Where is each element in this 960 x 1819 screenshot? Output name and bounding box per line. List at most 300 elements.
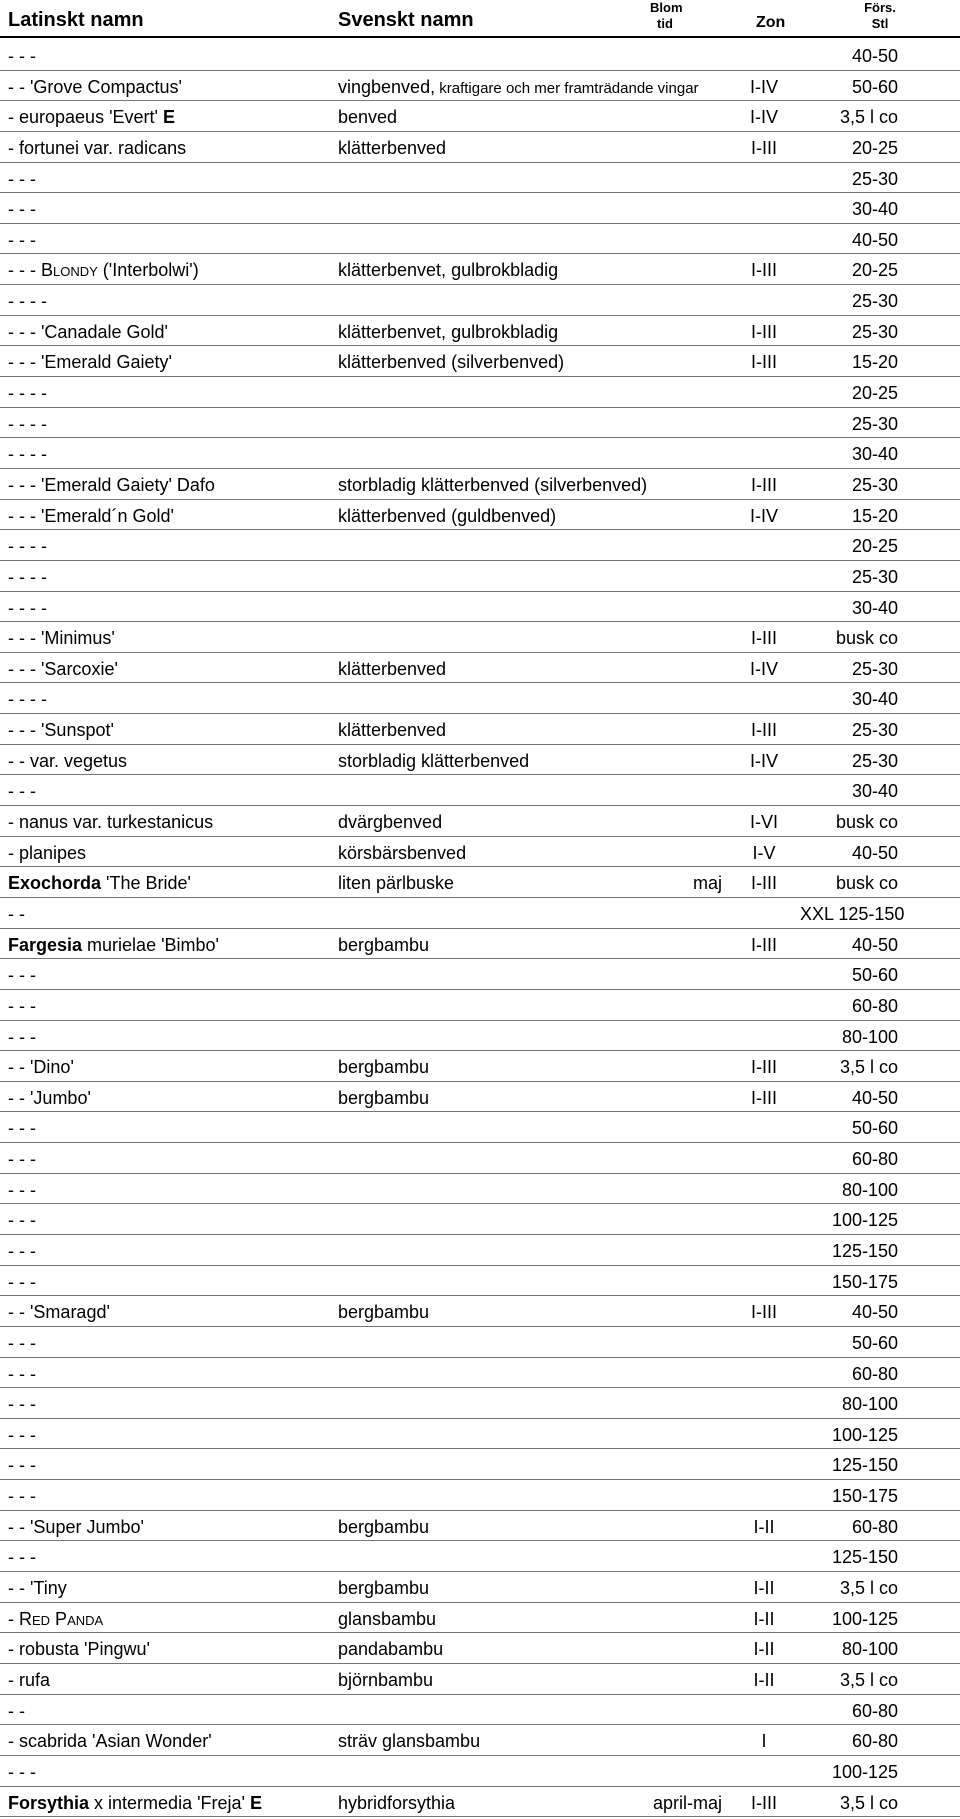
swedish-name-cell: pandabambu [338, 1639, 444, 1660]
latin-name-cell [8, 290, 47, 312]
latin-name-text: - - - 'Canadale Gold' [8, 321, 168, 342]
latin-name-text: - - 'Grove Compactus' [8, 76, 182, 97]
latin-name-text: - - 'Jumbo' [8, 1087, 91, 1108]
latin-name-text: - fortunei var. radicans [8, 137, 187, 158]
latin-name-text: - - - [8, 168, 36, 189]
latin-name-cell [8, 1209, 36, 1231]
zone-cell: I-IV [749, 107, 778, 128]
latin-name-text: - - - - [8, 566, 47, 587]
header-svenskt: Svenskt namn [338, 9, 474, 31]
latin-name-cell [8, 321, 168, 343]
latin-name-text: - - - [8, 1240, 36, 1261]
latin-name-text: - - - [8, 199, 36, 220]
latin-name-text: - - 'Dino' [8, 1057, 74, 1078]
size-cell: 100-125 [831, 1761, 898, 1782]
table-row [0, 929, 960, 960]
zone-cell: I-III [751, 873, 777, 894]
latin-name-text: - - - [8, 781, 36, 802]
latin-name-text: - [8, 1608, 19, 1629]
swedish-name-cell: dvärgbenved [338, 812, 443, 833]
latin-name-cell [8, 750, 127, 772]
latin-name-text: - - - [8, 1026, 36, 1047]
size-cell: 20-25 [851, 536, 898, 557]
latin-name-text: - - - 'Sunspot' [8, 720, 114, 741]
latin-name-text: - - - [8, 995, 36, 1016]
swedish-name-cell: storbladig klätterbenved [338, 750, 530, 771]
swedish-name-cell: klätterbenved [338, 137, 447, 158]
latin-name-cell [8, 1087, 91, 1109]
size-cell: 125-150 [831, 1547, 898, 1568]
size-cell: 40-50 [851, 46, 898, 66]
table-row [0, 101, 960, 132]
zone-cell: I-III [751, 474, 777, 495]
size-cell: 30-40 [851, 199, 898, 220]
latin-name-cell [8, 443, 47, 465]
size-cell: 3,5 l co [839, 1792, 898, 1813]
latin-name-text: - - - [8, 1486, 36, 1507]
header-fors: Förs. [864, 0, 896, 15]
table-row [0, 1204, 960, 1235]
latin-name-cell [8, 198, 36, 220]
size-cell: 50-60 [851, 1118, 898, 1139]
size-cell: 80-100 [841, 1394, 898, 1415]
latin-name-text: - - - - [8, 413, 47, 434]
header-tid: tid [657, 16, 673, 31]
latin-name-cell [8, 1577, 67, 1599]
latin-name-text: - - - [8, 1363, 36, 1384]
latin-name-rest: x intermedia 'Freja' [89, 1792, 250, 1813]
zone-cell: I-III [751, 934, 777, 955]
table-row [0, 1327, 960, 1358]
table-row [0, 163, 960, 194]
table-row [0, 592, 960, 623]
swedish-name-cell: klätterbenved (guldbenved) [338, 505, 557, 526]
size-cell: 3,5 l co [839, 107, 898, 128]
latin-name-text: - - - [8, 1332, 36, 1353]
swedish-name-cell: liten pärlbuske [338, 873, 455, 894]
latin-name-text: - - - - [8, 383, 47, 404]
zone-cell: I-III [751, 352, 777, 373]
table-row [0, 1419, 960, 1450]
table-row [0, 1603, 960, 1634]
latin-name-cell [8, 1669, 50, 1691]
table-row [0, 1787, 960, 1818]
size-cell: 30-40 [851, 781, 898, 802]
size-cell: 40-50 [851, 1302, 898, 1323]
table-row [0, 714, 960, 745]
swedish-name-cell: körsbärsbenved [338, 842, 467, 863]
table-row [0, 1388, 960, 1419]
zone-cell: I-II [753, 1669, 775, 1690]
latin-name-cell [8, 842, 86, 864]
size-cell: 125-150 [831, 1455, 898, 1476]
size-cell: 30-40 [851, 444, 898, 465]
size-cell: 50-60 [851, 1332, 898, 1353]
table-row [0, 1756, 960, 1787]
latin-name-cell [8, 413, 47, 435]
swedish-name-cell [338, 76, 699, 100]
swedish-name-cell: bergbambu [338, 1516, 430, 1537]
swedish-name-cell: sträv glansbambu [338, 1731, 481, 1752]
table-row [0, 959, 960, 990]
table-row [0, 40, 960, 71]
latin-name-text: - - 'Tiny [8, 1578, 67, 1599]
table-row [0, 1296, 960, 1327]
latin-name-text: - - [8, 1700, 25, 1721]
latin-name-cell [8, 45, 36, 67]
latin-name-text: - - - [8, 1424, 36, 1445]
size-cell: 60-80 [851, 1149, 898, 1170]
size-cell: 30-40 [851, 689, 898, 710]
table-row [0, 1112, 960, 1143]
table-row [0, 1695, 960, 1726]
header-blom: Blom [650, 0, 683, 15]
size-cell: 3,5 l co [839, 1578, 898, 1599]
swedish-name-cell: björnbambu [338, 1669, 434, 1690]
zone-cell: I [761, 1731, 767, 1752]
swedish-name-cell: bergbambu [338, 1057, 430, 1078]
latin-name-cell [8, 1026, 36, 1048]
latin-name-text: - - - 'Emerald´n Gold' [8, 505, 174, 526]
header-stl: Stl [871, 16, 889, 31]
latin-name-cell [8, 1792, 262, 1814]
size-cell: 40-50 [851, 934, 898, 955]
header-latin: Latinskt namn [8, 9, 144, 31]
latin-name-cell [8, 1271, 36, 1293]
bloom-time-cell: april-maj [652, 1792, 722, 1813]
table-row [0, 500, 960, 531]
latin-name-text: - - - [8, 229, 36, 250]
swedish-name-cell: klätterbenved [338, 720, 447, 741]
size-cell: 15-20 [851, 505, 898, 526]
table-row [0, 1358, 960, 1389]
latin-name-cell [8, 1700, 25, 1722]
size-cell: 40-50 [851, 1087, 898, 1108]
latin-name-text: - - - [8, 1179, 36, 1200]
table-row [0, 1633, 960, 1664]
table-row [0, 1449, 960, 1480]
table-row [0, 193, 960, 224]
latin-name-text: - planipes [8, 842, 87, 863]
zone-cell: I-III [751, 1792, 777, 1813]
latin-name-cell [8, 1393, 36, 1415]
size-cell: 40-50 [851, 842, 898, 863]
latin-name-text: - - - - [8, 291, 47, 312]
table-row [0, 1511, 960, 1542]
table-row [0, 745, 960, 776]
latin-name-cell [8, 382, 47, 404]
swedish-name-cell: klätterbenved (silverbenved) [338, 352, 565, 373]
latin-name-cell [8, 1117, 36, 1139]
table-row [0, 377, 960, 408]
size-cell: 20-25 [851, 383, 898, 404]
size-cell: 100-125 [831, 1424, 898, 1445]
latin-name-cell [8, 1485, 36, 1507]
latin-name-cell [8, 76, 182, 98]
latin-name-cell [8, 1546, 36, 1568]
zone-cell: I-IV [749, 505, 778, 526]
zone-cell: I-III [751, 321, 777, 342]
table-row [0, 1480, 960, 1511]
size-cell: 60-80 [851, 1516, 898, 1537]
table-row [0, 1235, 960, 1266]
table-row [0, 346, 960, 377]
latin-name-cell [8, 934, 219, 956]
latin-name-text: - - - [8, 1394, 36, 1415]
table-row [0, 898, 960, 929]
table-row [0, 1021, 960, 1052]
size-cell: 80-100 [841, 1639, 898, 1660]
bloom-time-cell: maj [692, 873, 722, 894]
latin-name-text: - - - [8, 260, 41, 281]
size-cell: 100-125 [831, 1608, 898, 1629]
latin-name-text: - - [8, 903, 25, 924]
latin-name-cell [8, 719, 114, 741]
swedish-name-cell: klätterbenved [338, 658, 447, 679]
zone-cell: I-V [752, 842, 776, 863]
swedish-name-cell: bergbambu [338, 1302, 430, 1323]
latin-name-text: - - - [8, 1210, 36, 1231]
latin-name-cell [8, 168, 36, 190]
swedish-name-cell: storbladig klätterbenved (silverbenved) [338, 474, 648, 495]
size-cell: 150-175 [831, 1271, 898, 1292]
genus-name: Fargesia [8, 934, 83, 955]
table-row [0, 990, 960, 1021]
zone-cell: I-II [753, 1578, 775, 1599]
size-cell: 40-50 [851, 229, 898, 250]
size-cell: 25-30 [851, 750, 898, 771]
latin-name-text: - europaeus 'Evert' [8, 107, 163, 128]
latin-name-cell [8, 1608, 103, 1630]
header-blomtid [650, 0, 683, 32]
table-row [0, 132, 960, 163]
table-row [0, 71, 960, 102]
size-cell: 25-30 [851, 566, 898, 587]
latin-name-cell [8, 1301, 110, 1323]
size-cell: 60-80 [851, 1700, 898, 1721]
swedish-name-cell: klätterbenvet, gulbrokbladig [338, 321, 559, 342]
size-cell: 25-30 [851, 321, 898, 342]
table-row [0, 438, 960, 469]
latin-name-cell [8, 1516, 144, 1538]
zone-cell: I-III [751, 260, 777, 281]
latin-name-text: - - - - [8, 597, 47, 618]
latin-name-rest: murielae 'Bimbo' [82, 934, 219, 955]
latin-name-text: - - - [8, 1271, 36, 1292]
latin-name-rest: ('Interbolwi') [97, 260, 199, 281]
table-row [0, 254, 960, 285]
table-row [0, 775, 960, 806]
swedish-name-cell: hybridforsythia [338, 1792, 456, 1813]
size-cell: 20-25 [851, 137, 898, 158]
table-row [0, 530, 960, 561]
latin-name-cell [8, 597, 47, 619]
size-cell: 80-100 [841, 1179, 898, 1200]
latin-name-cell [8, 1424, 36, 1446]
size-cell: 150-175 [831, 1486, 898, 1507]
latin-name-cell [8, 811, 213, 833]
table-row [0, 622, 960, 653]
table-row [0, 806, 960, 837]
size-cell: 30-40 [851, 597, 898, 618]
latin-name-cell [8, 627, 115, 649]
header-fors-stl [860, 0, 900, 32]
latin-name-rest: 'The Bride' [101, 873, 191, 894]
latin-name-cell [8, 1454, 36, 1476]
size-cell: 15-20 [851, 352, 898, 373]
swedish-name-note: kraftigare och mer framträdande vingar [435, 79, 699, 97]
table-row [0, 1541, 960, 1572]
latin-name-cell [8, 1638, 150, 1660]
table-row [0, 1174, 960, 1205]
table-row [0, 285, 960, 316]
table-row [0, 867, 960, 898]
latin-name-text: - - - [8, 965, 36, 986]
trade-name: Blondy [41, 260, 98, 281]
size-cell: 25-30 [851, 720, 898, 741]
size-cell: 3,5 l co [839, 1057, 898, 1078]
zone-cell: I-III [751, 1302, 777, 1323]
zone-cell: I-II [753, 1608, 775, 1629]
latin-name-cell [8, 566, 47, 588]
table-row [0, 469, 960, 500]
latin-name-text: - - 'Smaragd' [8, 1302, 110, 1323]
latin-name-text: - - 'Super Jumbo' [8, 1516, 144, 1537]
zone-cell: I-III [751, 1087, 777, 1108]
latin-name-cell [8, 1056, 74, 1078]
latin-name-cell [8, 1179, 36, 1201]
size-cell: 60-80 [851, 1363, 898, 1384]
latin-name-cell [8, 1240, 36, 1262]
latin-name-cell [8, 106, 175, 128]
trade-name: Red Panda [19, 1608, 104, 1629]
latin-name-text: - nanus var. turkestanicus [8, 812, 214, 833]
latin-name-cell [8, 351, 172, 373]
table-row [0, 683, 960, 714]
size-cell: 3,5 l co [839, 1669, 898, 1690]
zone-cell: I-II [753, 1516, 775, 1537]
latin-name-cell [8, 229, 36, 251]
table-row [0, 1572, 960, 1603]
zone-cell: I-III [751, 1057, 777, 1078]
size-cell: 50-60 [851, 965, 898, 986]
genus-name: Forsythia [8, 1792, 90, 1813]
size-cell: 80-100 [841, 1026, 898, 1047]
latin-name-cell [8, 1761, 36, 1783]
header-zon: Zon [756, 14, 786, 31]
table-row [0, 653, 960, 684]
latin-name-cell [8, 872, 191, 894]
size-cell: 25-30 [851, 658, 898, 679]
table-row [0, 408, 960, 439]
latin-name-text: - - - 'Sarcoxie' [8, 658, 118, 679]
size-cell: 20-25 [851, 260, 898, 281]
zone-cell: I-II [753, 1639, 775, 1660]
size-cell: 50-60 [851, 76, 898, 97]
zone-cell: I-III [751, 628, 777, 649]
size-cell: busk co [835, 628, 898, 649]
latin-name-text: - - - [8, 1547, 36, 1568]
table-body [0, 40, 960, 1817]
zone-cell: I-III [751, 720, 777, 741]
latin-name-text: - - - [8, 46, 36, 66]
swedish-name-cell: glansbambu [338, 1608, 437, 1629]
latin-name-cell [8, 259, 199, 281]
table-row [0, 561, 960, 592]
table-header [0, 0, 960, 38]
latin-name-text: - scabrida 'Asian Wonder' [8, 1731, 212, 1752]
latin-name-cell [8, 780, 36, 802]
latin-name-text: - - var. vegetus [8, 750, 128, 771]
latin-name-text: - - - 'Emerald Gaiety' [8, 352, 172, 373]
latin-name-cell [8, 903, 25, 925]
size-cell: 25-30 [851, 474, 898, 495]
swedish-name-cell: bergbambu [338, 1578, 430, 1599]
zone-cell: I-III [751, 137, 777, 158]
latin-name-cell [8, 1730, 212, 1752]
swedish-name-cell: bergbambu [338, 934, 430, 955]
table-row [0, 1266, 960, 1297]
hardiness-mark: E [162, 107, 175, 128]
swedish-name-cell: bergbambu [338, 1087, 430, 1108]
latin-name-cell [8, 535, 47, 557]
hardiness-mark: E [249, 1792, 262, 1813]
latin-name-cell [8, 505, 174, 527]
size-cell: 60-80 [851, 1731, 898, 1752]
swedish-name-cell: klätterbenvet, gulbrokbladig [338, 260, 559, 281]
latin-name-text: - robusta 'Pingwu' [8, 1639, 150, 1660]
table-row [0, 1082, 960, 1113]
size-cell: XXL 125-150 [800, 903, 905, 924]
table-row [0, 1051, 960, 1082]
swedish-name-main: vingbenved, [338, 76, 436, 97]
table-row [0, 316, 960, 347]
table-row [0, 1143, 960, 1174]
latin-name-cell [8, 137, 186, 159]
size-cell: 125-150 [831, 1240, 898, 1261]
latin-name-text: - - - [8, 1455, 36, 1476]
latin-name-cell [8, 688, 47, 710]
latin-name-text: - - - - [8, 536, 47, 557]
swedish-name-cell: benved [338, 107, 398, 128]
zone-cell: I-IV [749, 658, 778, 679]
latin-name-text: - rufa [8, 1669, 51, 1690]
latin-name-cell [8, 1332, 36, 1354]
zone-cell: I-IV [749, 750, 778, 771]
latin-name-cell [8, 1148, 36, 1170]
size-cell: 25-30 [851, 413, 898, 434]
latin-name-text: - - - - [8, 444, 47, 465]
latin-name-text: - - - 'Minimus' [8, 628, 115, 649]
latin-name-cell [8, 964, 36, 986]
latin-name-cell [8, 658, 118, 680]
table-row [0, 1725, 960, 1756]
size-cell: busk co [835, 812, 898, 833]
zone-cell: I-IV [749, 76, 778, 97]
size-cell: 25-30 [851, 168, 898, 189]
latin-name-cell [8, 474, 215, 496]
latin-name-text: - - - [8, 1118, 36, 1139]
latin-name-text: - - - [8, 1761, 36, 1782]
size-cell: 100-125 [831, 1210, 898, 1231]
size-cell: busk co [835, 873, 898, 894]
latin-name-text: - - - [8, 1149, 36, 1170]
table-row [0, 837, 960, 868]
latin-name-text: - - - - [8, 689, 47, 710]
genus-name: Exochorda [8, 873, 102, 894]
latin-name-text: - - - 'Emerald Gaiety' Dafo [8, 474, 215, 495]
table-row [0, 224, 960, 255]
